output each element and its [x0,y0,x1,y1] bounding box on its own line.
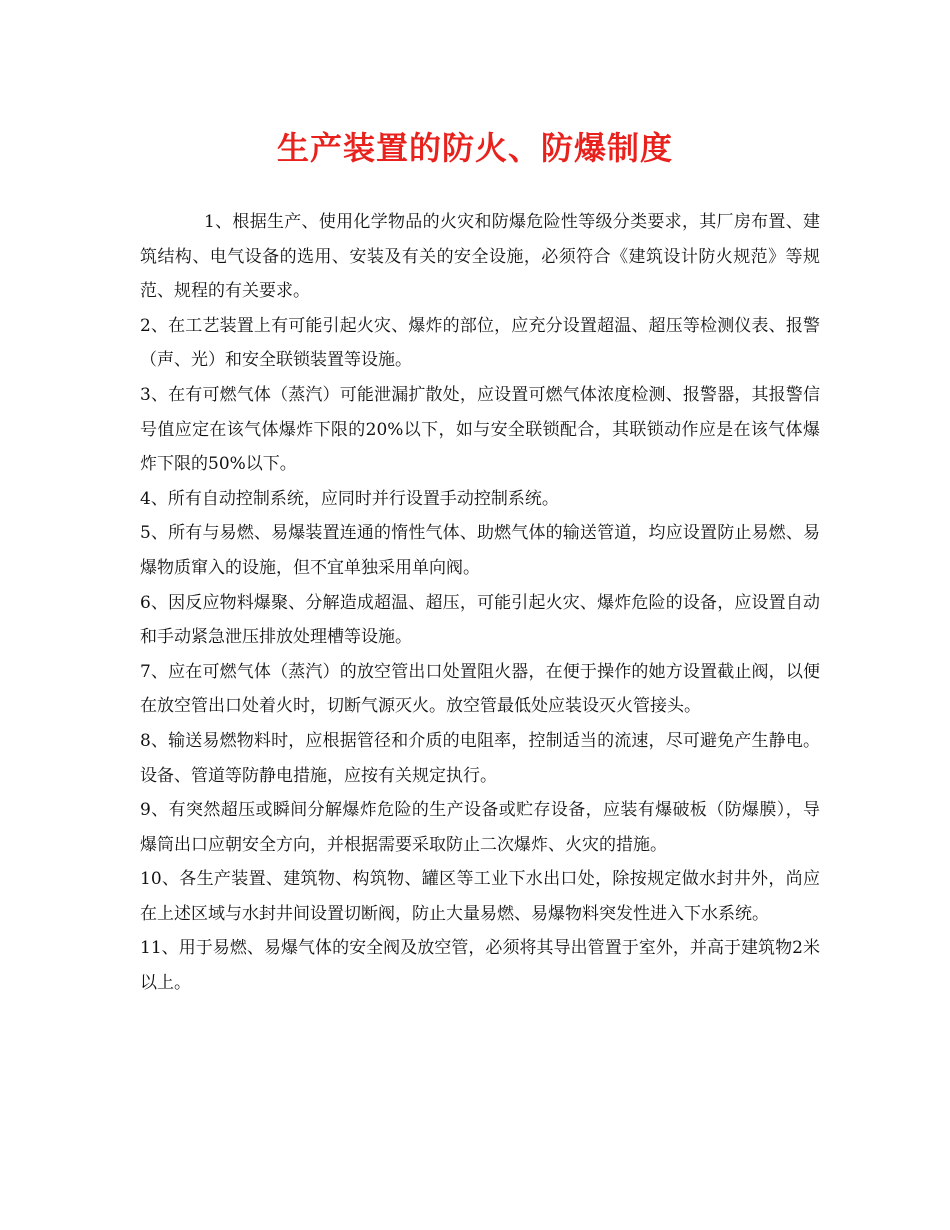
document-title: 生产装置的防火、防爆制度 [276,129,673,167]
paragraph-8: 8、输送易燃物料时，应根据管径和介质的电阻率，控制适当的流速，尽可避免产生静电。设备、管道等防静电措施，应按有关规定执行。 [140,730,820,786]
paragraph-1: 1、根据生产、使用化学物品的火灾和防爆危险性等级分类要求，其厂房布置、建筑结构、电气设备的选用、安装及有关的安全设施，必须符合《建筑设计防火规范》等规范、规程的有关要求。 [140,212,820,302]
document-body [140,205,820,1001]
paragraph-7: 7、应在可燃气体（蒸汽）的放空管出口处置阻火器，在便于操作的她方设置截止阀，以便在放空管出口处着火时，切断气源灭火。放空管最低处应装设灭火管接头。 [140,661,820,717]
paragraph-10: 10、各生产装置、建筑物、构筑物、罐区等工业下水出口处，除按规定做水封井外，尚应在上述区域与水封井间设置切断阀，防止大量易燃、易爆物料突发性进入下水系统。 [140,869,820,924]
paragraph-11: 11、用于易燃、易爆气体的安全阀及放空管，必须将其导出管置于室外，并高于建筑物2米以上。 [140,938,820,994]
paragraph-3: 3、在有可燃气体（蒸汽）可能泄漏扩散处，应设置可燃气体浓度检测、报警器，其报警信号值应定在该气体爆炸下限的20%以下，如与安全联锁配合，其联锁动作应是在该气体爆炸下限的50%以下。 [140,384,820,475]
paragraph-5: 5、所有与易燃、易爆装置连通的惰性气体、助燃气体的输送管道，均应设置防止易燃、易爆物质窜入的设施，但不宜单独采用单向阀。 [140,523,820,578]
paragraph-4: 4、所有自动控制系统，应同时并行设置手动控制系统。 [140,488,559,509]
paragraph-6: 6、因反应物料爆聚、分解造成超温、超压，可能引起火灾、爆炸危险的设备，应设置自动和手动紧急泄压排放处理槽等设施。 [140,592,820,648]
paragraph-9: 9、有突然超压或瞬间分解爆炸危险的生产设备或贮存设备，应装有爆破板（防爆膜），导爆筒出口应朝安全方向，并根据需要采取防止二次爆炸、火灾的措施。 [140,800,820,855]
paragraph-2: 2、在工艺装置上有可能引起火灾、爆炸的部位，应充分设置超温、超压等检测仪表、报警（声、光）和安全联锁装置等设施。 [140,315,820,371]
